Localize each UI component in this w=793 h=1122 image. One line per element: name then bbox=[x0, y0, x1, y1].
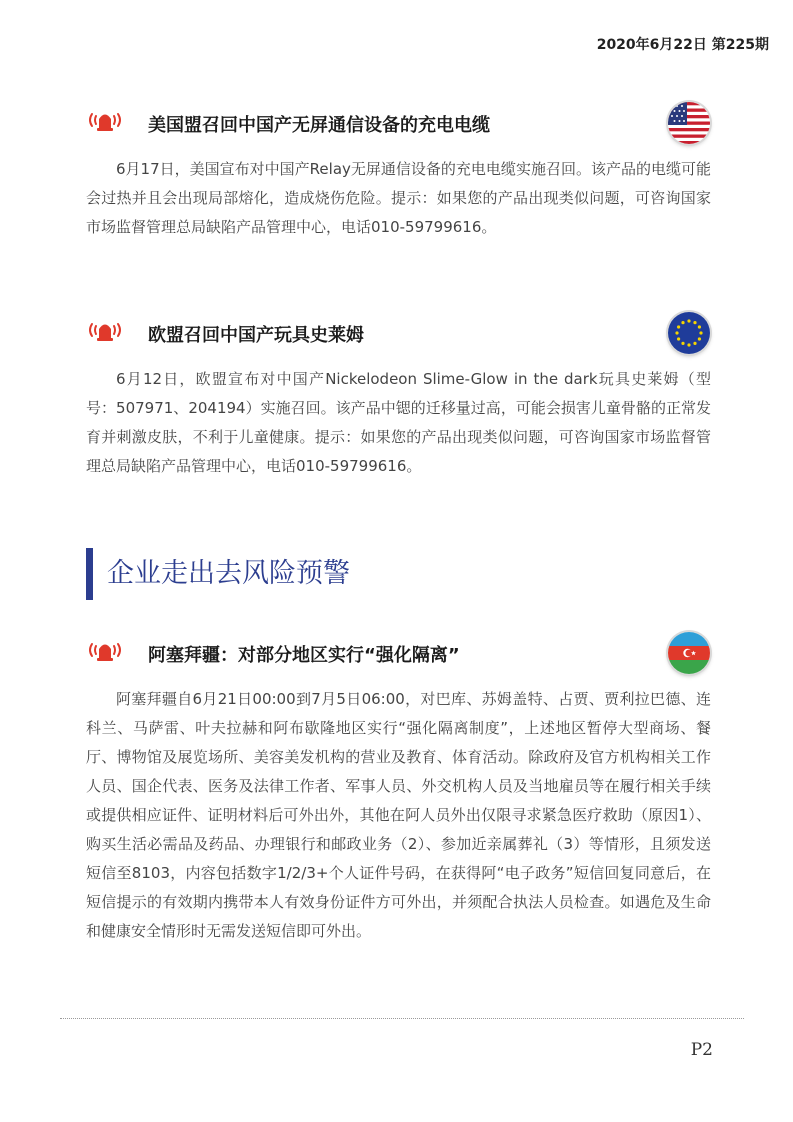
eu-flag-icon bbox=[668, 312, 710, 354]
item-title: 美国盟召回中国产无屏通信设备的充电电缆 bbox=[148, 115, 490, 136]
item-body: 6月17日，美国宣布对中国产Relay无屏通信设备的充电电缆实施召回。该产品的电缆可能会过热并且会出现局部熔化，造成烧伤危险。提示：如果您的产品出现类似问题，可咨询国家市场监督管理总局缺陷产品管理中心，电话010-59799616。 bbox=[86, 160, 711, 236]
item-title: 阿塞拜疆：对部分地区实行“强化隔离” bbox=[148, 645, 460, 666]
alarm-icon bbox=[86, 316, 124, 344]
footer-divider bbox=[60, 1018, 744, 1019]
item-title: 欧盟召回中国产玩具史莱姆 bbox=[148, 325, 364, 346]
us-flag-icon bbox=[668, 102, 710, 144]
item-body: 6月12日，欧盟宣布对中国产Nickelodeon Slime-Glow in the dark玩具史莱姆（型号：507971、204194）实施召回。该产品中锶的迁移量过高，可能会损害儿童骨骼的正常发育并刺激皮肤，不利于儿童健康。提示：如果您的产品出现类似问题，可咨询国家市场监督管理总局缺陷产品管理中心，电话010-59799616。 bbox=[86, 370, 711, 475]
alarm-icon bbox=[86, 106, 124, 134]
issue-date: 2020年6月22日 第225期 bbox=[596, 37, 769, 53]
category-title: 企业走出去风险预警 bbox=[107, 558, 350, 589]
category-heading bbox=[86, 548, 350, 600]
warning-body: 阿塞拜疆自6月21日00:00到7月5日06:00，对巴库、苏姆盖特、占贾、贾利拉巴德、连科兰、马萨雷、叶夫拉赫和阿布歇隆地区实行“强化隔离制度”，上述地区暂停大型商场、餐厅、博物馆及展览场所、美容美发机构的营业及教育、体育活动。除政府及官方机构相关工作人员、国企代表、医务及法律工作者、军事人员、外交机构人员及当地雇员等在履行相关手续或提供相应证件、证明材料后可外出外，其他在阿人员外出仅限寻求紧急医疗救助（原因1）、购买生活必需品及药品、办理银行和邮政业务（2）、参加近亲属葬礼（3）等情形，且须发送短信至8103，内容包括数字1/2/3+个人证件号码，在获得阿“电子政务”短信回复同意后，在短信提示的有效期内携带本人有效身份证件方可外出，并须配合执法人员检查。如遇危及生命和健康安全情形时无需发送短信即可外出。 bbox=[86, 690, 711, 940]
azerbaijan-flag-icon bbox=[668, 632, 710, 674]
page-number: P2 bbox=[690, 1040, 713, 1060]
alarm-icon bbox=[86, 636, 124, 664]
